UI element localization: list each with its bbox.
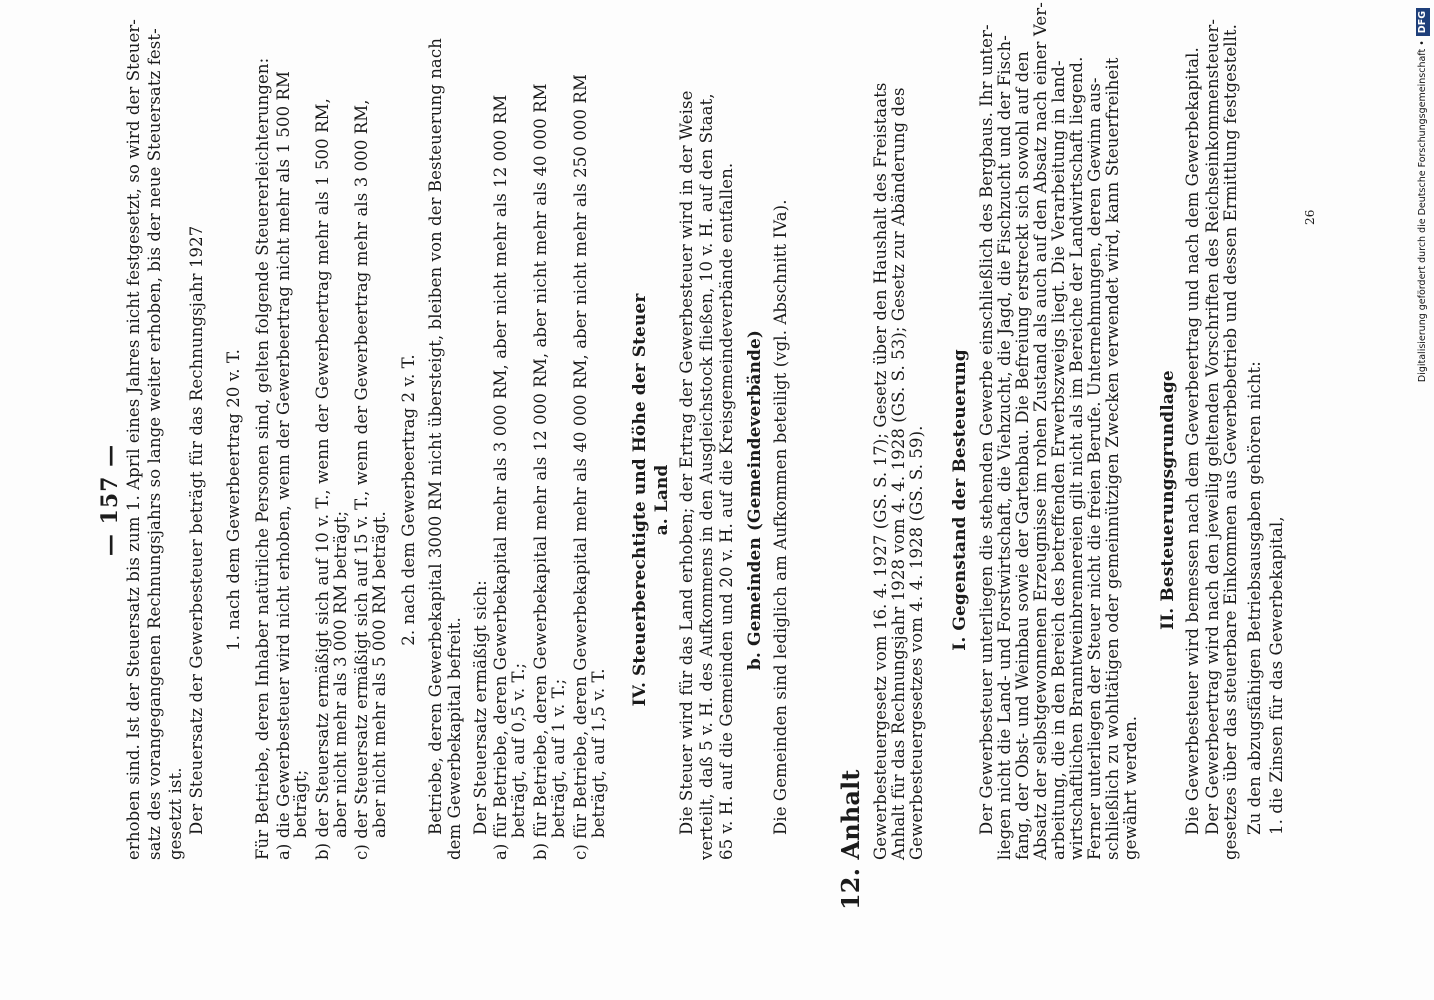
- list-item: c) der Steuersatz ermäßigt sich auf 15 v. T., wenn der Gewerbeertrag mehr als 3 000 RM,: [352, 99, 371, 860]
- state-title: 12. Anhalt: [836, 769, 865, 910]
- text-line: verteilt, daß 5 v. H. des Aufkommens in den Ausgleichstock fließen, 10 v. H. auf den Staat,: [697, 93, 716, 860]
- text-line: Der Gewerbeertrag wird nach den jeweilig geltenden Vorschriften des Reichseinkommensteuer-: [1203, 18, 1222, 835]
- text-line: Die Gewerbesteuer wird bemessen nach dem Gewerbeertrag und nach dem Gewerbekapital.: [1183, 47, 1202, 835]
- section-heading: IV. Steuerberechtigte und Höhe der Steuer: [630, 293, 650, 707]
- text-line: Zu den abzugsfähigen Betriebsausgaben gehören nicht:: [1245, 361, 1264, 835]
- text-line: dem Gewerbekapital befreit.: [445, 617, 464, 860]
- text-line: wirtschaftlichen Branntweinbrennereien gilt nicht als im Bereiche der Landwirtschaft liegend.: [1067, 56, 1086, 860]
- text-line: Gewerbesteuergesetz vom 16. 4. 1927 (GS. S. 17); Gesetz über den Haushalt des Freistaats: [871, 82, 890, 860]
- text-line: Der Steuersatz ermäßigt sich:: [471, 580, 490, 835]
- list-item: b) für Betriebe, deren Gewerbekapital mehr als 12 000 RM, aber nicht mehr als 40 000 RM: [531, 83, 550, 860]
- text-line: Ferner unterliegen der Steuer nicht die freien Berufe. Unternehmungen, deren Gewinn aus-: [1085, 77, 1104, 860]
- text-line: arbeitung, die in den Bereich des betreffenden Erwerbszweigs liegt. Die Verarbeitung in land-: [1049, 60, 1068, 860]
- list-item: beträgt, auf 0,5 v. T.;: [509, 662, 528, 838]
- list-item: aber nicht mehr als 5 000 RM beträgt.: [370, 511, 389, 838]
- list-item: a) für Betriebe, deren Gewerbekapital mehr als 3 000 RM, aber nicht mehr als 12 000 RM: [491, 94, 510, 860]
- subsection-heading: b. Gemeinden (Gemeindeverbände): [745, 329, 765, 671]
- footer-page-number: 26: [1303, 209, 1317, 225]
- text-line: gewährt werden.: [1121, 715, 1140, 860]
- text-line: schließlich zu wohltätigen oder gemeinnützigen Zwecken verwendet wird, kann Steuerfreiheit: [1103, 57, 1122, 860]
- list-item: aber nicht mehr als 3 000 RM beträgt;: [331, 510, 350, 838]
- dfg-logo: DFG: [1416, 8, 1430, 36]
- list-item: beträgt, auf 1 v. T.;: [549, 678, 568, 838]
- text-line: Anhalt für das Rechnungsjahr 1928 vom 4. 4. 1928 (GS. S. 53); Gesetz zur Abänderung des: [889, 87, 908, 860]
- text-line: Betriebe, deren Gewerbekapital 3000 RM nicht übersteigt, bleiben von der Besteuerung nach: [426, 38, 445, 835]
- list-item: a) die Gewerbesteuer wird nicht erhoben, wenn der Gewerbeertrag nicht mehr als 1 500 RM: [274, 70, 293, 860]
- digitization-credit-sidebar: [1413, 8, 1433, 392]
- list-item: b) der Steuersatz ermäßigt sich auf 10 v. T., wenn der Gewerbeertrag mehr als 1 500 RM,: [313, 98, 332, 860]
- text-line: Absatz der selbstgewonnenen Erzeugnisse im rohen Zustand als auch auf den Absatz nach einer Ver-: [1031, 2, 1050, 860]
- text-line: Der Steuersatz der Gewerbesteuer beträgt für das Rechnungsjahr 1927: [187, 225, 206, 835]
- credit-text: Digitalisierung gefördert durch die Deutsche Forschungsgemeinschaft •: [1417, 40, 1428, 383]
- list-item: 1. die Zinsen für das Gewerbekapital,: [1267, 516, 1286, 835]
- subheading: 2. nach dem Gewerbeertrag 2 v. T.: [399, 354, 418, 646]
- text-line: Die Steuer wird für das Land erhoben; der Ertrag der Gewerbesteuer wird in der Weise: [677, 90, 696, 835]
- text-line: 65 v. H. auf die Gemeinden und 20 v. H. auf die Kreisgemeindeverbände entfallen.: [717, 162, 736, 860]
- text-line: Gewerbesteuergesetzes vom 4. 4. 1928 (GS. S. 59).: [907, 425, 926, 860]
- list-item: beträgt;: [291, 769, 310, 838]
- text-line: Die Gemeinden sind lediglich am Aufkommen beteiligt (vgl. Abschnitt IVa).: [771, 199, 790, 835]
- section-heading: II. Besteuerungsgrundlage: [1158, 370, 1178, 630]
- text-line: gesetzt ist.: [166, 767, 185, 860]
- page-number: — 157 —: [97, 443, 123, 557]
- list-item: c) für Betriebe, deren Gewerbekapital mehr als 40 000 RM, aber nicht mehr als 250 000 RM: [571, 74, 590, 860]
- text-line: fang, der Obst- und Weinbau sowie der Gartenbau. Die Befreiung erstreckt sich sowohl auf den: [1013, 51, 1032, 860]
- text-line: satz des vorangegangenen Rechnungsjahrs so lange weiter erhoben, bis der neue Steuersatz fest-: [145, 28, 164, 860]
- text-line: Der Gewerbesteuer unterliegen die stehenden Gewerbe einschließlich des Bergbaus. Ihr unter-: [977, 24, 996, 835]
- text-line: Für Betriebe, deren Inhaber natürliche Personen sind, gelten folgende Steuererleichterungen:: [253, 57, 272, 860]
- text-line: liegen nicht die Land- und Forstwirtschaft, die Viehzucht, die Jagd, die Fischzucht und der Fisch-: [995, 35, 1014, 860]
- subsection-heading: a. Land: [652, 464, 672, 536]
- list-item: beträgt, auf 1,5 v. T.: [589, 668, 608, 838]
- section-heading: I. Gegenstand der Besteuerung: [950, 349, 970, 651]
- subheading: 1. nach dem Gewerbeertrag 20 v. T.: [224, 349, 243, 651]
- text-line: gesetzes über das steuerbare Einkommen aus Gewerbebetrieb und dessen Ermittlung festgestellt.: [1221, 23, 1240, 860]
- text-line: erhoben sind. Ist der Steuersatz bis zum 1. April eines Jahres nicht festgesetzt, so wird der Steuer-: [124, 19, 143, 860]
